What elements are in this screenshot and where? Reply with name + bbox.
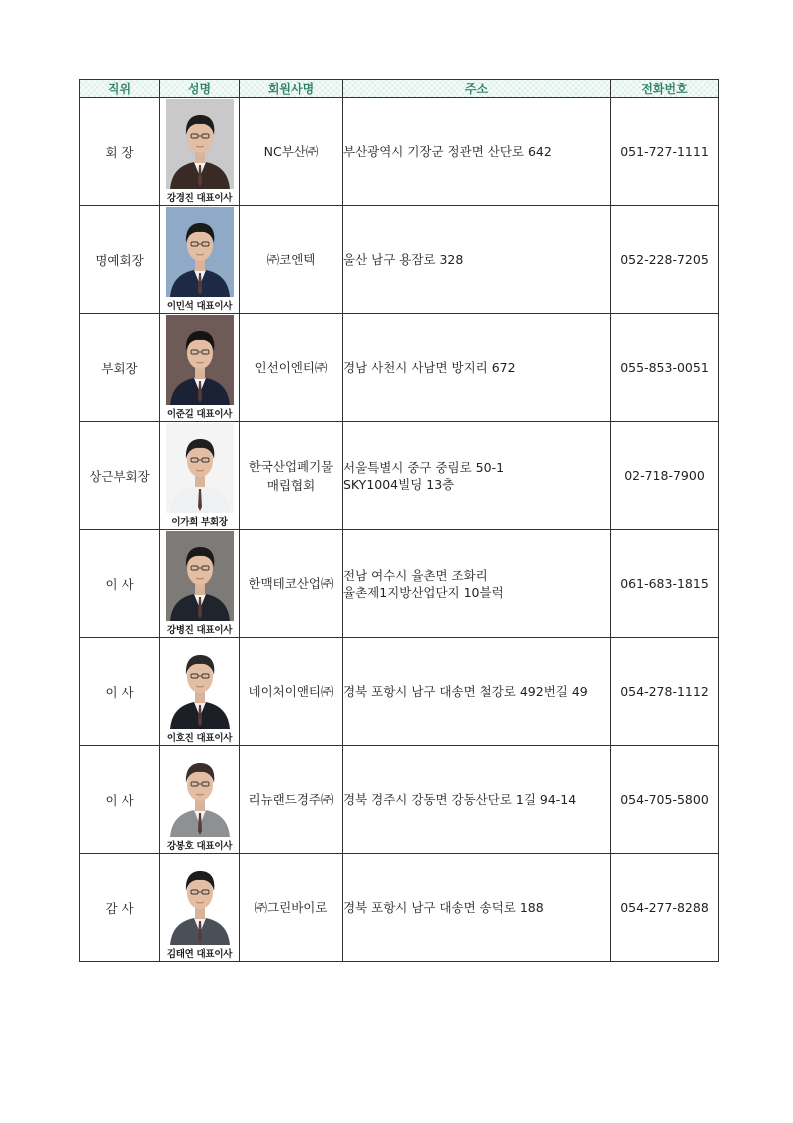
portrait-photo xyxy=(166,423,234,513)
company-name: 한국산업폐기물 xyxy=(248,458,334,474)
header-phone: 전화번호 xyxy=(611,80,719,98)
position-text: 명예회장 xyxy=(95,252,144,268)
address-cell xyxy=(343,746,611,854)
member-name-caption: 강봉호 대표이사 xyxy=(166,841,233,852)
position-text: 이 사 xyxy=(105,684,134,700)
photo-cell xyxy=(160,638,240,746)
table-row xyxy=(80,530,719,638)
phone-number: 061-683-1815 xyxy=(620,576,709,591)
phone-number: 052-228-7205 xyxy=(620,252,709,267)
table-row xyxy=(80,98,719,206)
phone-cell xyxy=(611,422,719,530)
company-name: ㈜코엔텍 xyxy=(266,252,316,267)
member-name-caption: 이가희 부회장 xyxy=(171,517,228,528)
photo-cell xyxy=(160,530,240,638)
photo-cell xyxy=(160,206,240,314)
address-cell xyxy=(343,638,611,746)
position-text: 상근부회장 xyxy=(89,468,150,484)
phone-number: 054-277-8288 xyxy=(620,900,709,915)
member-photo-block xyxy=(166,531,234,636)
photo-cell xyxy=(160,422,240,530)
phone-cell xyxy=(611,530,719,638)
company-cell xyxy=(240,98,343,206)
address-cell xyxy=(343,98,611,206)
table-row xyxy=(80,746,719,854)
phone-number: 02-718-7900 xyxy=(624,468,705,483)
position-cell xyxy=(80,746,160,854)
address-cell xyxy=(343,530,611,638)
company-name: ㈜그린바이로 xyxy=(254,900,328,915)
position-cell xyxy=(80,314,160,422)
phone-cell xyxy=(611,314,719,422)
position-cell xyxy=(80,422,160,530)
position-text: 이 사 xyxy=(105,792,134,808)
position-cell xyxy=(80,638,160,746)
position-text: 감 사 xyxy=(105,900,134,916)
address-line-2: SKY1004빌딩 13층 xyxy=(343,476,455,492)
member-name-caption: 강병진 대표이사 xyxy=(166,625,233,636)
photo-cell xyxy=(160,314,240,422)
portrait-photo xyxy=(166,315,234,405)
member-photo-block xyxy=(166,315,234,420)
photo-cell xyxy=(160,98,240,206)
phone-cell xyxy=(611,206,719,314)
address-line-1: 경남 사천시 사남면 방지리 672 xyxy=(343,360,516,375)
phone-cell xyxy=(611,638,719,746)
photo-cell xyxy=(160,746,240,854)
member-name-caption: 김태연 대표이사 xyxy=(166,949,233,960)
executive-roster-table xyxy=(79,79,719,962)
address-line-1: 서울특별시 중구 중림로 50-1 xyxy=(343,459,505,475)
table-row xyxy=(80,422,719,530)
header-name: 성명 xyxy=(160,80,240,98)
company-name: 네이처이앤티㈜ xyxy=(248,684,334,699)
address-line-1: 부산광역시 기장군 정관면 산단로 642 xyxy=(343,144,552,159)
address-cell xyxy=(343,422,611,530)
position-cell xyxy=(80,854,160,962)
address-cell xyxy=(343,854,611,962)
member-name-caption: 이민석 대표이사 xyxy=(166,301,233,312)
company-name: NC부산㈜ xyxy=(263,144,319,159)
portrait-photo xyxy=(166,207,234,297)
company-cell xyxy=(240,530,343,638)
position-cell xyxy=(80,206,160,314)
address-line-1: 전남 여수시 율촌면 조화리 xyxy=(343,567,488,583)
table-row xyxy=(80,638,719,746)
header-position: 직위 xyxy=(80,80,160,98)
position-text: 이 사 xyxy=(105,576,134,592)
member-photo-block xyxy=(166,855,234,960)
phone-cell xyxy=(611,98,719,206)
company-name: 인선이엔티㈜ xyxy=(254,360,328,375)
company-cell xyxy=(240,422,343,530)
address-cell xyxy=(343,206,611,314)
address-line-1: 경북 포항시 남구 대송면 철강로 492번길 49 xyxy=(343,684,588,699)
position-text: 회 장 xyxy=(105,144,134,160)
address-line-1: 경북 경주시 강동면 강동산단로 1길 94-14 xyxy=(343,792,577,807)
header-row xyxy=(80,80,719,98)
company-cell xyxy=(240,746,343,854)
member-name-caption: 강경진 대표이사 xyxy=(166,193,233,204)
portrait-photo xyxy=(166,531,234,621)
phone-number: 051-727-1111 xyxy=(620,144,709,159)
position-cell xyxy=(80,530,160,638)
company-name: 리뉴랜드경주㈜ xyxy=(248,792,334,807)
member-photo-block xyxy=(166,99,234,204)
phone-number: 055-853-0051 xyxy=(620,360,709,375)
member-name-caption: 이호진 대표이사 xyxy=(166,733,233,744)
table-row xyxy=(80,854,719,962)
company-cell xyxy=(240,314,343,422)
member-photo-block xyxy=(166,207,234,312)
portrait-photo xyxy=(166,855,234,945)
company-name-line2: 매립협회 xyxy=(266,477,316,493)
member-photo-block xyxy=(166,423,234,528)
phone-number: 054-705-5800 xyxy=(620,792,709,807)
address-cell xyxy=(343,314,611,422)
position-cell xyxy=(80,98,160,206)
header-company: 회원사명 xyxy=(240,80,343,98)
member-photo-block xyxy=(166,747,234,852)
portrait-photo xyxy=(166,99,234,189)
portrait-photo xyxy=(166,639,234,729)
member-photo-block xyxy=(166,639,234,744)
phone-cell xyxy=(611,746,719,854)
header-address: 주소 xyxy=(343,80,611,98)
company-cell xyxy=(240,638,343,746)
photo-cell xyxy=(160,854,240,962)
phone-number: 054-278-1112 xyxy=(620,684,709,699)
company-cell xyxy=(240,854,343,962)
company-cell xyxy=(240,206,343,314)
position-text: 부회장 xyxy=(101,360,138,376)
address-line-2: 율촌제1지방산업단지 10블럭 xyxy=(343,584,504,600)
portrait-photo xyxy=(166,747,234,837)
phone-cell xyxy=(611,854,719,962)
table-row xyxy=(80,206,719,314)
member-name-caption: 이준길 대표이사 xyxy=(166,409,233,420)
address-line-1: 경북 포항시 남구 대송면 송덕로 188 xyxy=(343,900,544,915)
table-row xyxy=(80,314,719,422)
company-name: 한맥테코산업㈜ xyxy=(248,576,334,591)
address-line-1: 울산 남구 용잠로 328 xyxy=(343,252,464,267)
